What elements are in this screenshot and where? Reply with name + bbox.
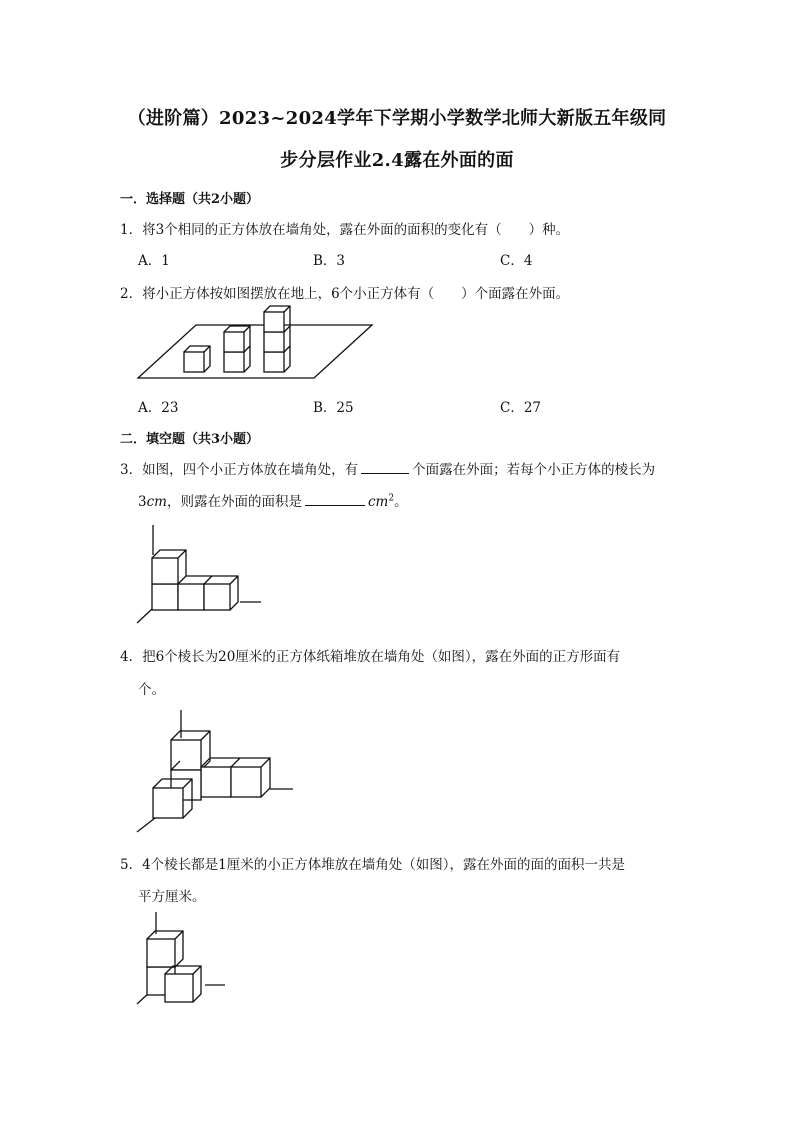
- q3-edge-unit: cm: [146, 494, 167, 510]
- q3-edge-length: 3: [138, 494, 147, 510]
- q1-option-c: C．4: [500, 253, 533, 269]
- question-2-text: 2．将小正方体按如图摆放在地上，6个小正方体有（ ）个面露在外面。: [120, 286, 570, 302]
- question-4-line-2: 个。: [138, 682, 165, 698]
- question-3-line-1: [120, 458, 655, 478]
- q2-option-c: C．27: [500, 400, 542, 416]
- title-line-1: （进阶篇）2023~2024学年下学期小学数学北师大新版五年级同: [127, 108, 667, 129]
- q2-option-a: A．23: [138, 400, 179, 416]
- q1-option-b: B．3: [313, 253, 346, 269]
- question-5-line-1: 5．4个棱长都是1厘米的小正方体堆放在墙角处（如图），露在外面的面的面积一共是: [120, 857, 626, 873]
- q3-blank-faces[interactable]: [361, 461, 409, 474]
- question-3-line-2: [138, 490, 408, 510]
- q2-figure-cubes-on-floor: [130, 305, 380, 385]
- q3-text-part-3: ，则露在外面的面积是: [166, 494, 302, 510]
- section-choice-heading: 一．选择题（共2小题）: [120, 192, 260, 207]
- q4-figure-six-cubes: [135, 710, 295, 835]
- q3-blank-area[interactable]: [305, 493, 365, 506]
- q3-area-unit-exponent: 2: [388, 493, 395, 504]
- question-1-text: 1．将3个相同的正方体放在墙角处，露在外面的面积的变化有（ ）种。: [120, 222, 570, 238]
- q3-text-part-1: 3．如图，四个小正方体放在墙角处，有: [120, 462, 359, 478]
- q3-end-punct: 。: [394, 494, 408, 510]
- question-4-line-1: 4．把6个棱长为20厘米的正方体纸箱堆放在墙角处（如图），露在外面的正方形面有: [120, 649, 621, 665]
- q5-figure-four-cubes: [135, 912, 230, 1007]
- question-5-line-2: 平方厘米。: [138, 889, 206, 905]
- q2-option-b: B．25: [313, 400, 354, 416]
- q3-area-unit: cm: [367, 494, 389, 510]
- section-fill-heading: 二．填空题（共3小题）: [120, 432, 260, 447]
- q3-figure-corner-cubes: [135, 525, 265, 625]
- q1-option-a: A．1: [138, 253, 170, 269]
- q3-text-part-2: 个面露在外面；若每个小正方体的棱长为: [412, 462, 656, 478]
- title-line-2: 步分层作业2.4露在外面的面: [280, 150, 514, 171]
